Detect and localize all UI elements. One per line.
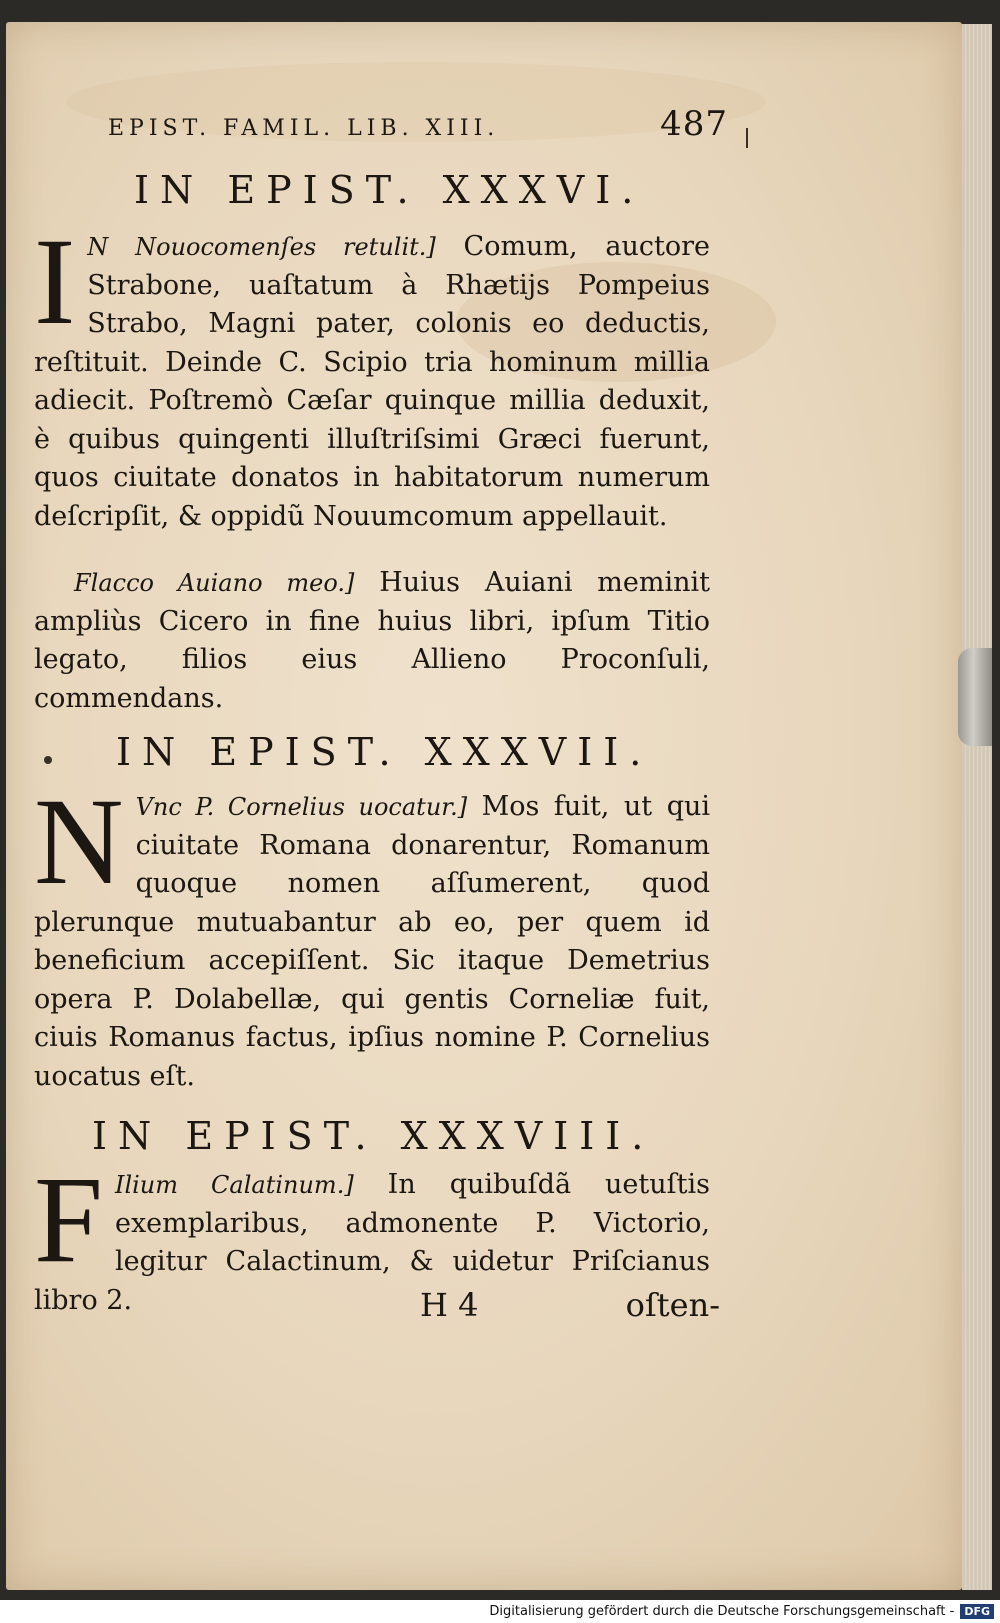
paragraph-text: In quibuſdã uetuſtis exemplaribus, admonente P. Victorio, legitur Calactinum, & uidetur Priſcianus libro 2.: [34, 1169, 710, 1316]
lemma: N Nouocomenſes retulit.]: [87, 233, 436, 261]
section-heading: IN EPIST. XXXVI.: [134, 168, 645, 212]
margin-dot: [44, 756, 52, 764]
drop-cap: N: [34, 773, 124, 910]
drop-cap: I: [34, 213, 76, 350]
catchline: [420, 1286, 720, 1324]
signature-mark: H 4: [420, 1286, 479, 1324]
section-heading: IN EPIST. XXXVIII.: [92, 1114, 655, 1158]
lemma: Flacco Auiano meo.]: [74, 569, 355, 597]
section-paragraph: [34, 564, 710, 718]
drop-cap: F: [34, 1151, 103, 1288]
paragraph-text: Mos fuit, ut qui ciuitate Romana donarentur, Romanum quoque nomen aſſumerent, quod plerunque mutuabantur ab eo, per quem id beneficium accepiſſent. Sic itaque Demetrius opera P. Dolabellæ, qui gentis Corneliæ fuit, ciuis Romanus factus, ipſius nomine P. Cornelius uocatus eſt.: [34, 791, 710, 1092]
lemma: Ilium Calatinum.]: [114, 1171, 354, 1199]
running-head-title: EPIST. FAMIL. LIB. XIII.: [108, 116, 500, 141]
paragraph-text: Comum, auctore Strabone, uaſtatum à Rhætijs Pompeius Strabo, Magni pater, colonis eo deductis, reſtituit. Deinde C. Scipio tria hominum millia adiecit. Poſtremò Cæſar quinque millia deduxit, è quibus quingenti illuſtriſsimi Græci fuerunt, quos ciuitate donatos in habitatorum numerum deſcripſit, & oppidũ Nouumcomum appellauit.: [34, 231, 710, 532]
digitization-footer: [0, 1600, 1000, 1623]
footer-credit: Digitalisierung gefördert durch die Deutsche Forschungsgemeinschaft -: [489, 1604, 955, 1619]
bookmark-clip: [958, 648, 992, 746]
section-paragraph: [34, 773, 710, 1096]
section-heading: IN EPIST. XXXVII.: [116, 730, 653, 774]
page-number: 487: [660, 104, 728, 144]
paragraph-text: Huius Auiani meminit ampliùs Cicero in fine huius libri, ipſum Titio legato, filios eius Allieno Proconſuli, commendans.: [34, 567, 710, 714]
margin-mark: [746, 128, 748, 148]
catchword: oſten-: [625, 1286, 720, 1324]
running-head: [108, 104, 728, 144]
lemma: Vnc P. Cornelius uocatur.]: [135, 793, 468, 821]
dfg-logo: DFG: [960, 1604, 994, 1619]
section-paragraph: [34, 213, 710, 536]
page-edges: [962, 24, 992, 1590]
